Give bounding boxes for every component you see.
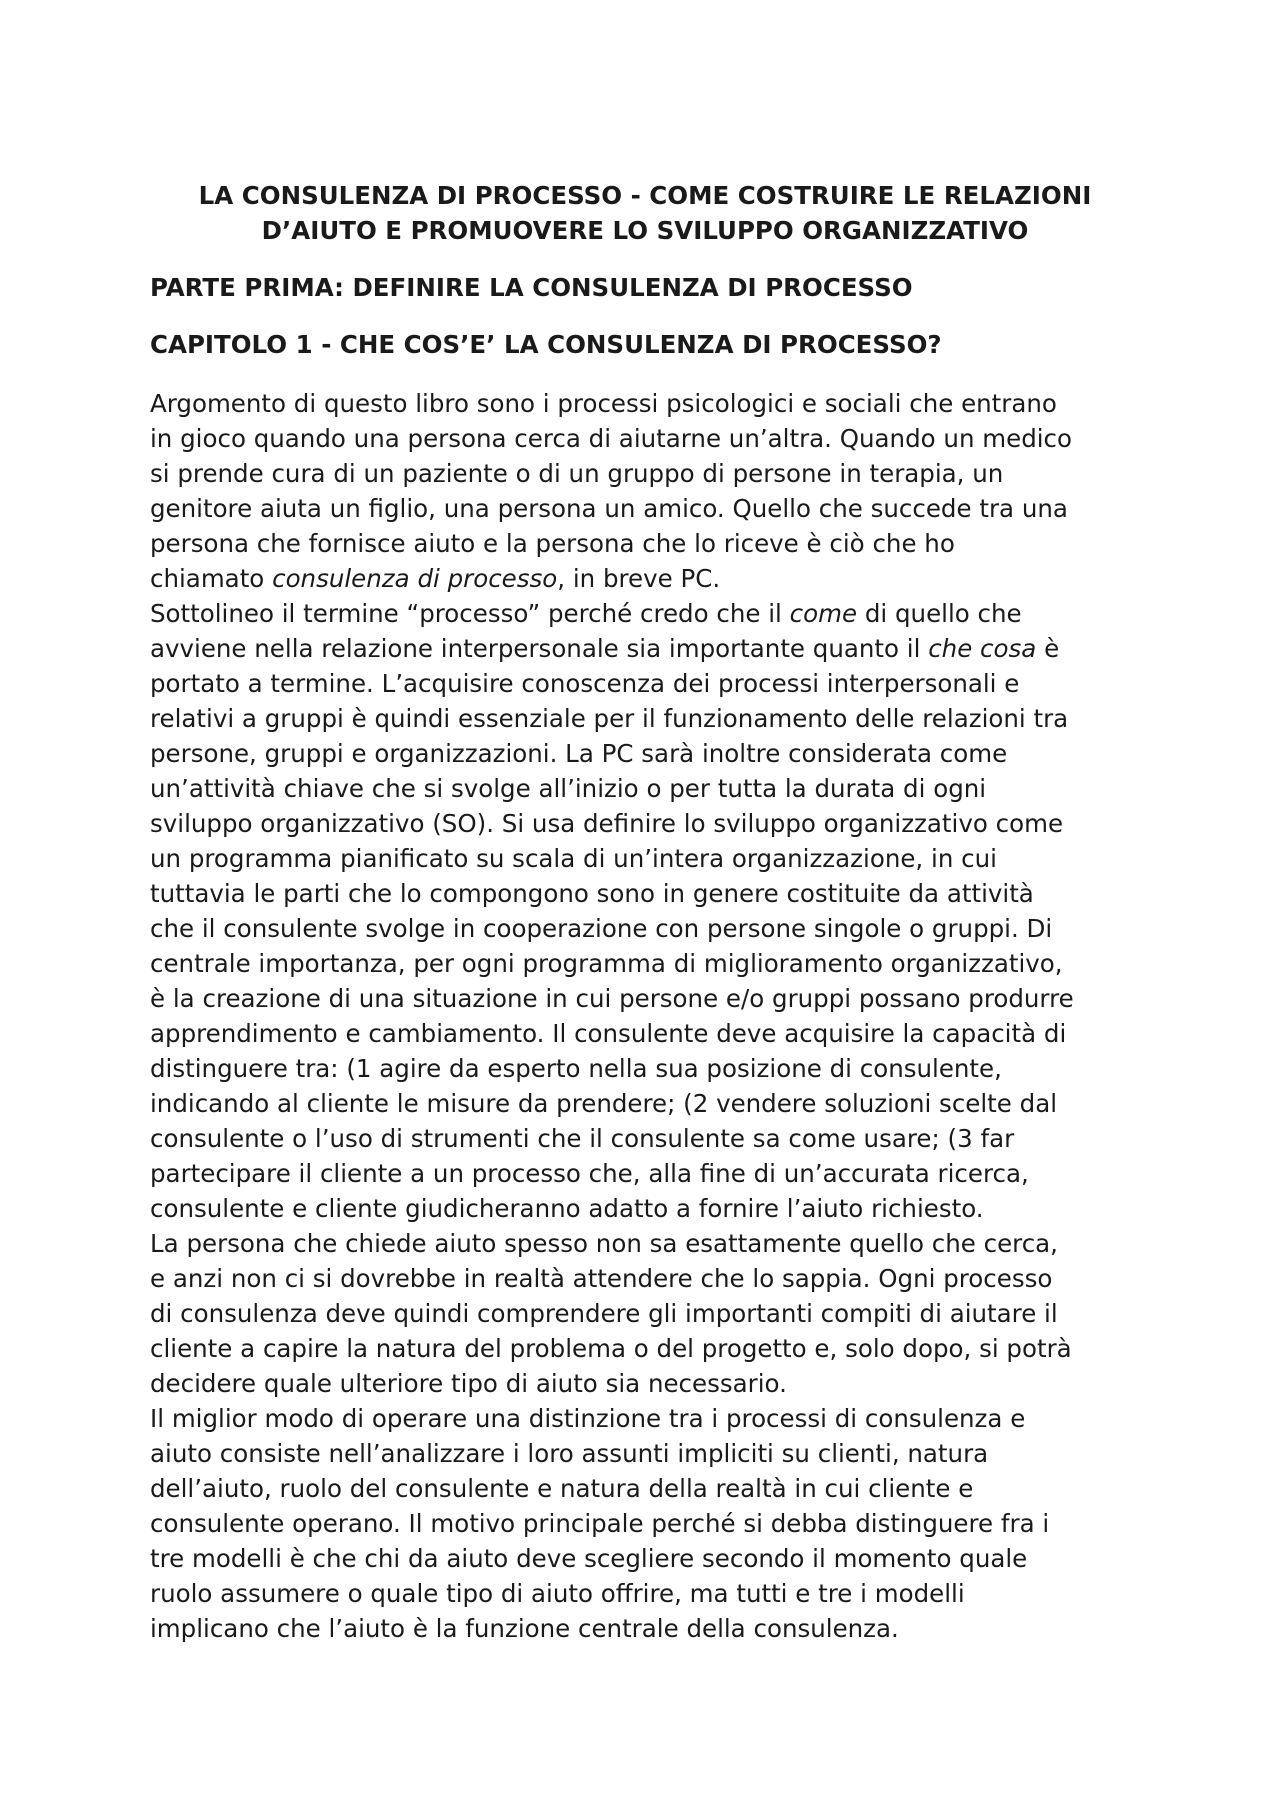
text-line: sviluppo organizzativo (SO). Si usa definire lo sviluppo organizzativo come bbox=[150, 809, 1064, 838]
text-line: è la creazione di una situazione in cui persone e/o gruppi possano produrre bbox=[150, 984, 1074, 1013]
text-line: apprendimento e cambiamento. Il consulente deve acquisire la capacità di bbox=[150, 1019, 1067, 1048]
text-line: persona che fornisce aiuto e la persona che lo riceve è ciò che ho bbox=[150, 529, 955, 558]
text-line: in gioco quando una persona cerca di aiutarne un’altra. Quando un medico bbox=[150, 424, 1073, 453]
text-line: tre modelli è che chi da aiuto deve scegliere secondo il momento quale bbox=[150, 1544, 1028, 1573]
text-line: relativi a gruppi è quindi essenziale per il funzionamento delle relazioni tra bbox=[150, 704, 1069, 733]
body-text bbox=[150, 386, 1140, 1646]
text-line: partecipare il cliente a un processo che, alla fine di un’accurata ricerca, bbox=[150, 1159, 1029, 1188]
text-line: e anzi non ci si dovrebbe in realtà attendere che lo sappia. Ogni processo bbox=[150, 1264, 1053, 1293]
text-line: decidere quale ulteriore tipo di aiuto sia necessario. bbox=[150, 1369, 787, 1398]
text-line: consulente operano. Il motivo principale perché si debba distinguere fra i bbox=[150, 1509, 1050, 1538]
text-run: avviene nella relazione interpersonale sia importante quanto il bbox=[150, 634, 929, 663]
text-line: distinguere tra: (1 agire da esperto nella sua posizione di consulente, bbox=[150, 1054, 1002, 1083]
text-run: chiamato bbox=[150, 564, 273, 593]
text-line bbox=[150, 561, 1140, 596]
text-line: si prende cura di un paziente o di un gruppo di persone in terapia, un bbox=[150, 459, 1004, 488]
text-line bbox=[150, 631, 1140, 666]
text-line: dell’aiuto, ruolo del consulente e natura della realtà in cui cliente e bbox=[150, 1474, 974, 1503]
document-page bbox=[150, 178, 1140, 1646]
document-title-line: LA CONSULENZA DI PROCESSO - COME COSTRUIRE LE RELAZIONI bbox=[198, 181, 1092, 210]
document-title-line: D’AIUTO E PROMUOVERE LO SVILUPPO ORGANIZZATIVO bbox=[261, 216, 1029, 245]
text-line: un programma pianificato su scala di un’intera organizzazione, in cui bbox=[150, 844, 997, 873]
emphasis-text: consulenza di processo bbox=[272, 564, 558, 593]
part-heading: PARTE PRIMA: DEFINIRE LA CONSULENZA DI PROCESSO bbox=[150, 273, 913, 302]
text-line: indicando al cliente le misure da prendere; (2 vendere soluzioni scelte dal bbox=[150, 1089, 1058, 1118]
text-line: Il miglior modo di operare una distinzione tra i processi di consulenza e bbox=[150, 1404, 1026, 1433]
text-line: ruolo assumere o quale tipo di aiuto offrire, ma tutti e tre i modelli bbox=[150, 1579, 965, 1608]
text-line: consulente o l’uso di strumenti che il consulente sa come usare; (3 far bbox=[150, 1124, 1015, 1153]
text-line: genitore aiuta un figlio, una persona un amico. Quello che succede tra una bbox=[150, 494, 1068, 523]
text-line: che il consulente svolge in cooperazione con persone singole o gruppi. Di bbox=[150, 914, 1053, 943]
document-title bbox=[150, 178, 1140, 248]
text-line bbox=[150, 596, 1140, 631]
emphasis-text: che cosa bbox=[928, 634, 1037, 663]
text-run: Sottolineo il termine “processo” perché credo che il bbox=[150, 599, 790, 628]
emphasis-text: come bbox=[789, 599, 858, 628]
text-line: consulente e cliente giudicheranno adatto a fornire l’aiuto richiesto. bbox=[150, 1194, 984, 1223]
text-line: centrale importanza, per ogni programma di miglioramento organizzativo, bbox=[150, 949, 1063, 978]
text-line: di consulenza deve quindi comprendere gli importanti compiti di aiutare il bbox=[150, 1299, 1058, 1328]
text-line: La persona che chiede aiuto spesso non sa esattamente quello che cerca, bbox=[150, 1229, 1058, 1258]
text-line: tuttavia le parti che lo compongono sono in genere costituite da attività bbox=[150, 879, 1034, 908]
text-line: Argomento di questo libro sono i processi psicologici e sociali che entrano bbox=[150, 389, 1057, 418]
text-run: , in breve PC. bbox=[557, 564, 721, 593]
text-line: aiuto consiste nell’analizzare i loro assunti impliciti su clienti, natura bbox=[150, 1439, 989, 1468]
text-run: è bbox=[1036, 634, 1060, 663]
text-line: implicano che l’aiuto è la funzione centrale della consulenza. bbox=[150, 1614, 899, 1643]
text-line: portato a termine. L’acquisire conoscenza dei processi interpersonali e bbox=[150, 669, 1020, 698]
chapter-heading: CAPITOLO 1 - CHE COS’E’ LA CONSULENZA DI PROCESSO? bbox=[150, 330, 942, 359]
text-line: cliente a capire la natura del problema o del progetto e, solo dopo, si potrà bbox=[150, 1334, 1072, 1363]
text-line: persone, gruppi e organizzazioni. La PC sarà inoltre considerata come bbox=[150, 739, 1008, 768]
text-line: un’attività chiave che si svolge all’inizio o per tutta la durata di ogni bbox=[150, 774, 987, 803]
text-run: di quello che bbox=[857, 599, 1022, 628]
